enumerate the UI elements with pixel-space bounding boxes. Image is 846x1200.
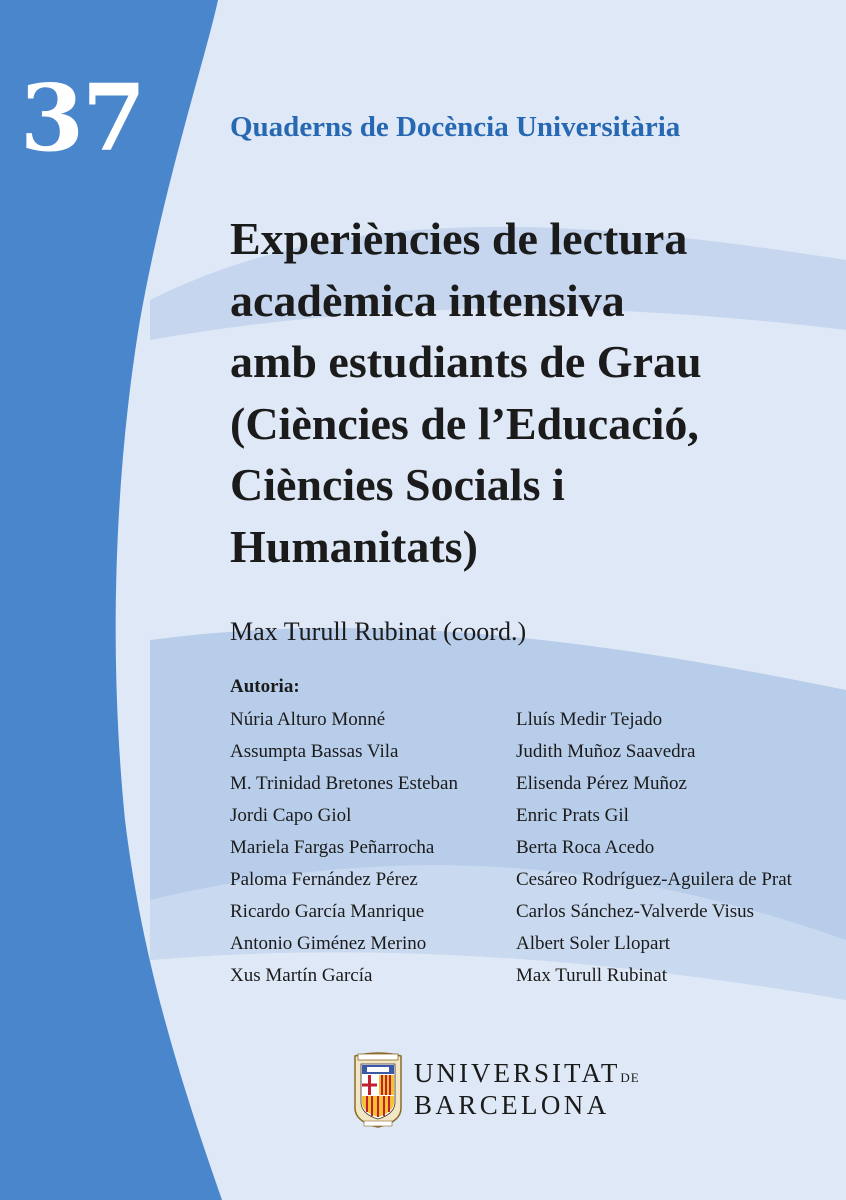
book-title-line: Experiències de lectura [230,213,688,264]
coordinator: Max Turull Rubinat (coord.) [230,617,527,646]
author-name: Berta Roca Acedo [516,837,655,858]
author-name: Albert Soler Llopart [516,933,671,954]
authors-right-column [516,704,792,992]
author-name: Enric Prats Gil [516,805,629,826]
university-name-line2: BARCELONA [414,1090,610,1120]
author-name: Mariela Fargas Peñarrocha [230,837,435,858]
series-title: Quaderns de Docència Universitària [230,111,681,143]
author-name: Antonio Giménez Merino [230,933,427,954]
author-name: Assumpta Bassas Vila [230,741,399,762]
author-name: Max Turull Rubinat [516,965,667,986]
series-number: 37 [20,64,145,172]
authors-label: Autoria: [230,676,300,697]
university-word: UNIVERSITAT [414,1058,621,1088]
author-name: Elisenda Pérez Muñoz [516,773,687,794]
author-name: Xus Martín García [230,965,373,986]
book-title-line: Humanitats) [230,520,478,572]
university-name-line1 [414,1060,640,1087]
book-title-line: Ciències Socials i [230,459,565,510]
university-name [414,1060,640,1119]
author-name: Cesáreo Rodríguez-Aguilera de Prat [516,869,792,890]
book-title-line: (Ciències de l’Educació, [230,397,699,449]
book-title [230,208,810,577]
ub-shield-icon [352,1050,404,1128]
book-title-line: amb estudiants de Grau [230,336,702,387]
book-title-line: acadèmica intensiva [230,274,625,326]
university-logo [352,1050,640,1130]
author-name: Carlos Sánchez-Valverde Visus [516,901,755,922]
author-name: Núria Alturo Monné [230,709,386,730]
university-de: DE [620,1070,640,1085]
author-name: Lluís Medir Tejado [516,709,663,730]
author-name: Judith Muñoz Saavedra [516,741,696,762]
author-name: Paloma Fernández Pérez [230,869,418,890]
authors-left-column [230,704,458,992]
author-name: Jordi Capo Giol [230,805,352,826]
author-name: M. Trinidad Bretones Esteban [230,773,458,794]
author-name: Ricardo García Manrique [230,901,425,922]
